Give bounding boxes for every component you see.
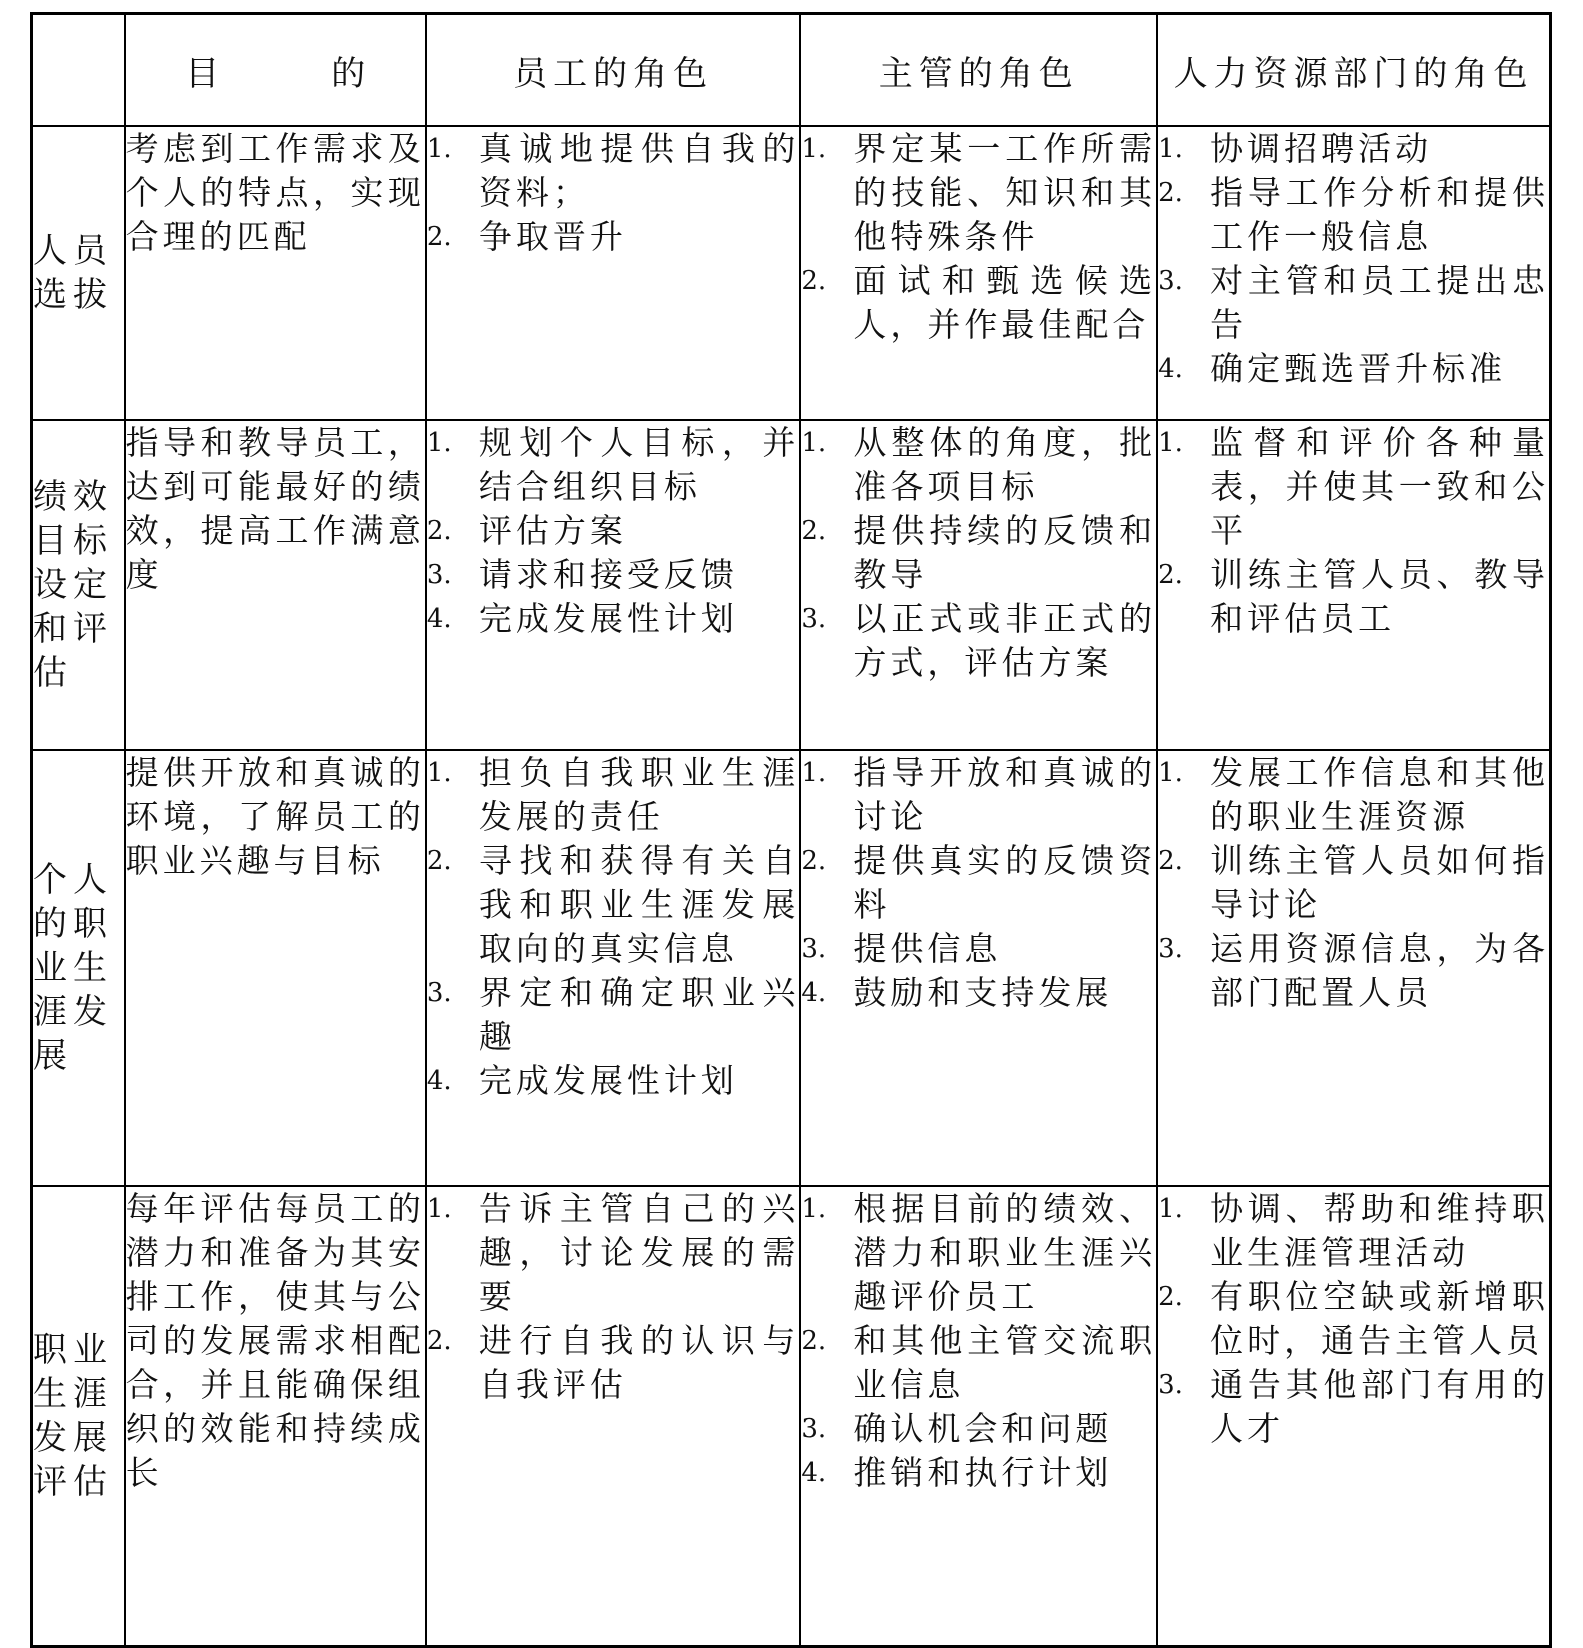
- manager-role-cell: [800, 750, 1157, 1186]
- hr-role-cell: [1157, 1186, 1550, 1646]
- item-number: 1.: [1158, 758, 1183, 788]
- list-item: [801, 927, 1156, 971]
- list-item: [427, 839, 800, 971]
- list-item: [801, 1187, 1156, 1319]
- list-item: [1158, 839, 1549, 927]
- employee-role-list: [427, 1187, 800, 1407]
- list-item: [1158, 1187, 1549, 1275]
- item-number: 2.: [426, 516, 452, 546]
- item-text: 推销和执行计划: [853, 1453, 1113, 1492]
- item-text: 评估方案: [478, 511, 627, 550]
- hr-role-list: [1158, 751, 1549, 1015]
- item-text: 请求和接受反馈: [478, 555, 738, 594]
- item-number: 2.: [1158, 1282, 1183, 1312]
- hr-role-list: [1158, 127, 1549, 391]
- item-text: 协调、帮助和维持职业生涯管理活动: [1210, 1189, 1549, 1272]
- list-item: [427, 127, 800, 215]
- item-number: 2.: [801, 1326, 827, 1356]
- item-text: 鼓励和支持发展: [853, 973, 1113, 1012]
- list-item: [801, 259, 1156, 347]
- row-personnel-selection: [32, 126, 1551, 420]
- header-corner: [32, 14, 125, 127]
- item-number: 3.: [801, 1414, 827, 1444]
- item-number: 2.: [801, 266, 827, 296]
- employee-role-list: [427, 127, 800, 259]
- item-number: 2.: [1158, 560, 1183, 590]
- row-label: 绩效目标设定和评估: [32, 420, 125, 750]
- item-text: 告诉主管自己的兴趣，讨论发展的需要: [478, 1189, 800, 1316]
- list-item: [801, 127, 1156, 259]
- roles-table: [30, 12, 1552, 1648]
- item-text: 界定和确定职业兴趣: [478, 973, 800, 1056]
- item-number: 3.: [426, 978, 452, 1008]
- item-number: 2.: [426, 1326, 452, 1356]
- list-item: [1158, 553, 1549, 641]
- item-number: 1.: [801, 1194, 827, 1224]
- item-number: 2.: [426, 846, 452, 876]
- item-text: 寻找和获得有关自我和职业生涯发展取向的真实信息: [478, 841, 800, 968]
- purpose-cell: 考虑到工作需求及个人的特点，实现合理的匹配: [125, 126, 426, 420]
- purpose-cell: 提供开放和真诚的环境，了解员工的职业兴趣与目标: [125, 750, 426, 1186]
- item-text: 根据目前的绩效、潜力和职业生涯兴趣评价员工: [853, 1189, 1157, 1316]
- hr-role-list: [1158, 421, 1549, 641]
- list-item: [427, 597, 800, 641]
- list-item: [1158, 127, 1549, 171]
- item-number: 4.: [1158, 354, 1183, 384]
- employee-role-list: [427, 421, 800, 641]
- row-personal-career-development: [32, 750, 1551, 1186]
- item-number: 4.: [801, 978, 827, 1008]
- list-item: [427, 1187, 800, 1319]
- manager-role-list: [801, 1187, 1156, 1495]
- list-item: [801, 1319, 1156, 1407]
- hr-role-cell: [1157, 750, 1550, 1186]
- list-item: [801, 421, 1156, 509]
- item-number: 1.: [426, 134, 452, 164]
- list-item: [801, 1407, 1156, 1451]
- row-performance-goals: [32, 420, 1551, 750]
- item-text: 面试和甄选候选人，并作最佳配合: [853, 261, 1157, 344]
- item-text: 发展工作信息和其他的职业生涯资源: [1210, 753, 1549, 836]
- item-number: 1.: [426, 428, 452, 458]
- item-text: 对主管和员工提出忠告: [1210, 261, 1549, 344]
- item-text: 指导开放和真诚的讨论: [853, 753, 1157, 836]
- item-number: 4.: [801, 1458, 827, 1488]
- list-item: [427, 509, 800, 553]
- item-number: 3.: [426, 560, 452, 590]
- item-text: 规划个人目标，并结合组织目标: [478, 423, 800, 506]
- employee-role-list: [427, 751, 800, 1103]
- manager-role-cell: [800, 420, 1157, 750]
- list-item: [427, 751, 800, 839]
- row-career-development-evaluation: [32, 1186, 1551, 1646]
- list-item: [1158, 1275, 1549, 1363]
- item-text: 确认机会和问题: [853, 1409, 1113, 1448]
- item-number: 1.: [801, 758, 827, 788]
- manager-role-cell: [800, 126, 1157, 420]
- item-number: 3.: [1158, 266, 1183, 296]
- item-number: 2.: [801, 516, 827, 546]
- item-text: 完成发展性计划: [478, 599, 738, 638]
- list-item: [801, 971, 1156, 1015]
- list-item: [801, 1451, 1156, 1495]
- header-purpose: [125, 14, 426, 127]
- item-text: 确定甄选晋升标准: [1210, 349, 1507, 388]
- item-number: 3.: [1158, 934, 1183, 964]
- list-item: [1158, 259, 1549, 347]
- list-item: [801, 509, 1156, 597]
- item-text: 争取晋升: [478, 217, 627, 256]
- employee-role-cell: [426, 1186, 801, 1646]
- hr-role-list: [1158, 1187, 1549, 1451]
- list-item: [1158, 1363, 1549, 1451]
- item-number: 1.: [1158, 134, 1183, 164]
- list-item: [427, 215, 800, 259]
- item-text: 完成发展性计划: [478, 1061, 738, 1100]
- header-hr-role: 人力资源部门的角色: [1157, 14, 1550, 127]
- item-text: 提供持续的反馈和教导: [853, 511, 1157, 594]
- employee-role-cell: [426, 420, 801, 750]
- list-item: [1158, 347, 1549, 391]
- header-purpose-label: 目 的: [185, 53, 366, 94]
- item-number: 2.: [1158, 178, 1183, 208]
- item-number: 2.: [801, 846, 827, 876]
- list-item: [427, 971, 800, 1059]
- item-text: 从整体的角度，批准各项目标: [853, 423, 1157, 506]
- list-item: [427, 1319, 800, 1407]
- list-item: [427, 553, 800, 597]
- header-employee-role: 员工的角色: [426, 14, 801, 127]
- item-number: 4.: [426, 604, 452, 634]
- item-text: 提供信息: [853, 929, 1002, 968]
- employee-role-cell: [426, 126, 801, 420]
- row-label: 个人的职业生涯发展: [32, 750, 125, 1186]
- list-item: [427, 1059, 800, 1103]
- item-number: 1.: [801, 428, 827, 458]
- manager-role-list: [801, 127, 1156, 347]
- hr-role-cell: [1157, 126, 1550, 420]
- item-number: 2.: [426, 222, 452, 252]
- purpose-cell: 指导和教导员工，达到可能最好的绩效，提高工作满意度: [125, 420, 426, 750]
- list-item: [801, 751, 1156, 839]
- list-item: [801, 597, 1156, 685]
- employee-role-cell: [426, 750, 801, 1186]
- purpose-cell: 每年评估每员工的潜力和准备为其安排工作，使其与公司的发展需求相配合，并且能确保组织的效能和持续成长: [125, 1186, 426, 1646]
- item-text: 真诚地提供自我的资料；: [478, 129, 800, 212]
- row-label: 人员选拔: [32, 126, 125, 420]
- hr-role-cell: [1157, 420, 1550, 750]
- item-text: 界定某一工作所需的技能、知识和其他特殊条件: [853, 129, 1157, 256]
- manager-role-list: [801, 421, 1156, 685]
- list-item: [427, 421, 800, 509]
- list-item: [1158, 421, 1549, 553]
- item-text: 监督和评价各种量表，并使其一致和公平: [1210, 423, 1549, 550]
- manager-role-cell: [800, 1186, 1157, 1646]
- item-number: 2.: [1158, 846, 1183, 876]
- item-number: 1.: [426, 758, 452, 788]
- item-text: 指导工作分析和提供工作一般信息: [1210, 173, 1549, 256]
- header-row: [32, 14, 1551, 127]
- list-item: [801, 839, 1156, 927]
- item-text: 训练主管人员、教导和评估员工: [1210, 555, 1549, 638]
- item-number: 1.: [426, 1194, 452, 1224]
- item-text: 以正式或非正式的方式，评估方案: [853, 599, 1157, 682]
- manager-role-list: [801, 751, 1156, 1015]
- row-label: 职业生涯发展评估: [32, 1186, 125, 1646]
- item-text: 通告其他部门有用的人才: [1210, 1365, 1549, 1448]
- item-number: 3.: [1158, 1370, 1183, 1400]
- item-text: 提供真实的反馈资料: [853, 841, 1157, 924]
- item-number: 1.: [1158, 428, 1183, 458]
- list-item: [1158, 171, 1549, 259]
- item-text: 有职位空缺或新增职位时，通告主管人员: [1210, 1277, 1549, 1360]
- item-number: 4.: [426, 1066, 452, 1096]
- item-number: 1.: [801, 134, 827, 164]
- item-number: 3.: [801, 604, 827, 634]
- list-item: [1158, 751, 1549, 839]
- item-text: 和其他主管交流职业信息: [853, 1321, 1157, 1404]
- list-item: [1158, 927, 1549, 1015]
- item-text: 担负自我职业生涯发展的责任: [478, 753, 800, 836]
- item-number: 3.: [801, 934, 827, 964]
- item-number: 1.: [1158, 1194, 1183, 1224]
- item-text: 运用资源信息，为各部门配置人员: [1210, 929, 1549, 1012]
- item-text: 进行自我的认识与自我评估: [478, 1321, 800, 1404]
- item-text: 训练主管人员如何指导讨论: [1210, 841, 1549, 924]
- item-text: 协调招聘活动: [1210, 129, 1433, 168]
- header-manager-role: 主管的角色: [800, 14, 1157, 127]
